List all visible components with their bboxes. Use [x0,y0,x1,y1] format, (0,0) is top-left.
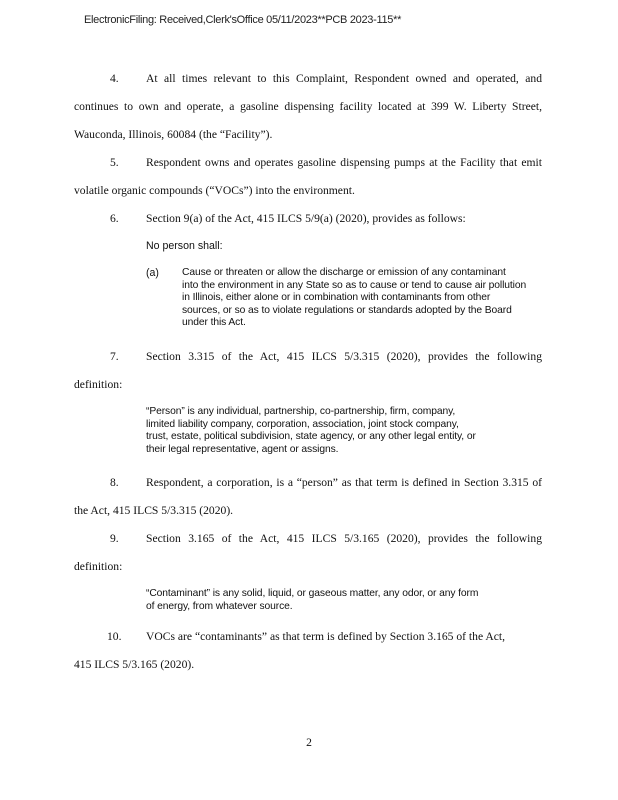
paragraph-number: 9. [110,532,119,545]
subsection-label: (a) [146,267,159,279]
quote-line: Cause or threaten or allow the discharge or emission of any contaminant [182,267,506,278]
paragraph-text-line: continues to own and operate, a gasoline dispensing facility located at 399 W. Liberty Street, [74,100,542,113]
quote-line: under this Act. [182,317,246,328]
quote-line: their legal representative, agent or assigns. [146,443,339,455]
paragraph-number: 6. [110,212,119,225]
paragraph-number: 10. [107,630,122,643]
quote-line: of energy, from whatever source. [146,600,293,612]
paragraph-text-line: Respondent, a corporation, is a “person” as that term is defined in Section 3.315 of [146,476,542,489]
paragraph-number: 8. [110,476,119,489]
paragraph-text-line: volatile organic compounds (“VOCs”) into the environment. [74,184,355,197]
quoted-intro: No person shall: [146,240,223,252]
efiling-header-stamp: ElectronicFiling: Received,Clerk'sOffice 05/11/2023**PCB 2023-115** [84,14,402,26]
definition-quote-block [146,588,478,613]
quote-line: in Illinois, either alone or in combination with contaminants from other [182,292,491,303]
paragraph-text-line: At all times relevant to this Complaint, Respondent owned and operated, and [146,72,542,85]
paragraph-text-line: definition: [74,560,123,573]
paragraph-text-line: the Act, 415 ILCS 5/3.315 (2020). [74,504,234,517]
paragraph-text-line: definition: [74,378,123,391]
quote-line: “Person” is any individual, partnership, co-partnership, firm, company, [146,406,456,417]
paragraph-text-line: Section 3.315 of the Act, 415 ILCS 5/3.315 (2020), provides the following [146,350,542,363]
quote-line: “Contaminant” is any solid, liquid, or gaseous matter, any odor, or any form [146,588,479,599]
statute-quote-block [182,267,526,330]
paragraph-text-line: 415 ILCS 5/3.165 (2020). [74,658,195,671]
paragraph-number: 7. [110,350,119,363]
quote-line: trust, estate, political subdivision, state agency, or any other legal entity, or [146,431,476,442]
quote-line: sources, or so as to violate regulations or standards adopted by the Board [182,304,512,316]
paragraph-text-line: VOCs are “contaminants” as that term is defined by Section 3.165 of the Act, [146,630,505,643]
page-number: 2 [306,736,312,749]
quote-line: into the environment in any State so as to cause or tend to cause air pollution [182,279,527,291]
paragraph-text-line: Respondent owns and operates gasoline dispensing pumps at the Facility that emit [146,156,542,169]
paragraph-text-line: Wauconda, Illinois, 60084 (the “Facility”). [74,128,273,141]
quote-line: limited liability company, corporation, association, joint stock company, [146,418,459,430]
definition-quote-block [146,406,476,456]
paragraph-text-line: Section 3.165 of the Act, 415 ILCS 5/3.165 (2020), provides the following [146,532,542,545]
paragraph-number: 5. [110,156,119,169]
paragraph-number: 4. [110,72,119,85]
paragraph-text-line: Section 9(a) of the Act, 415 ILCS 5/9(a) (2020), provides as follows: [146,212,466,225]
